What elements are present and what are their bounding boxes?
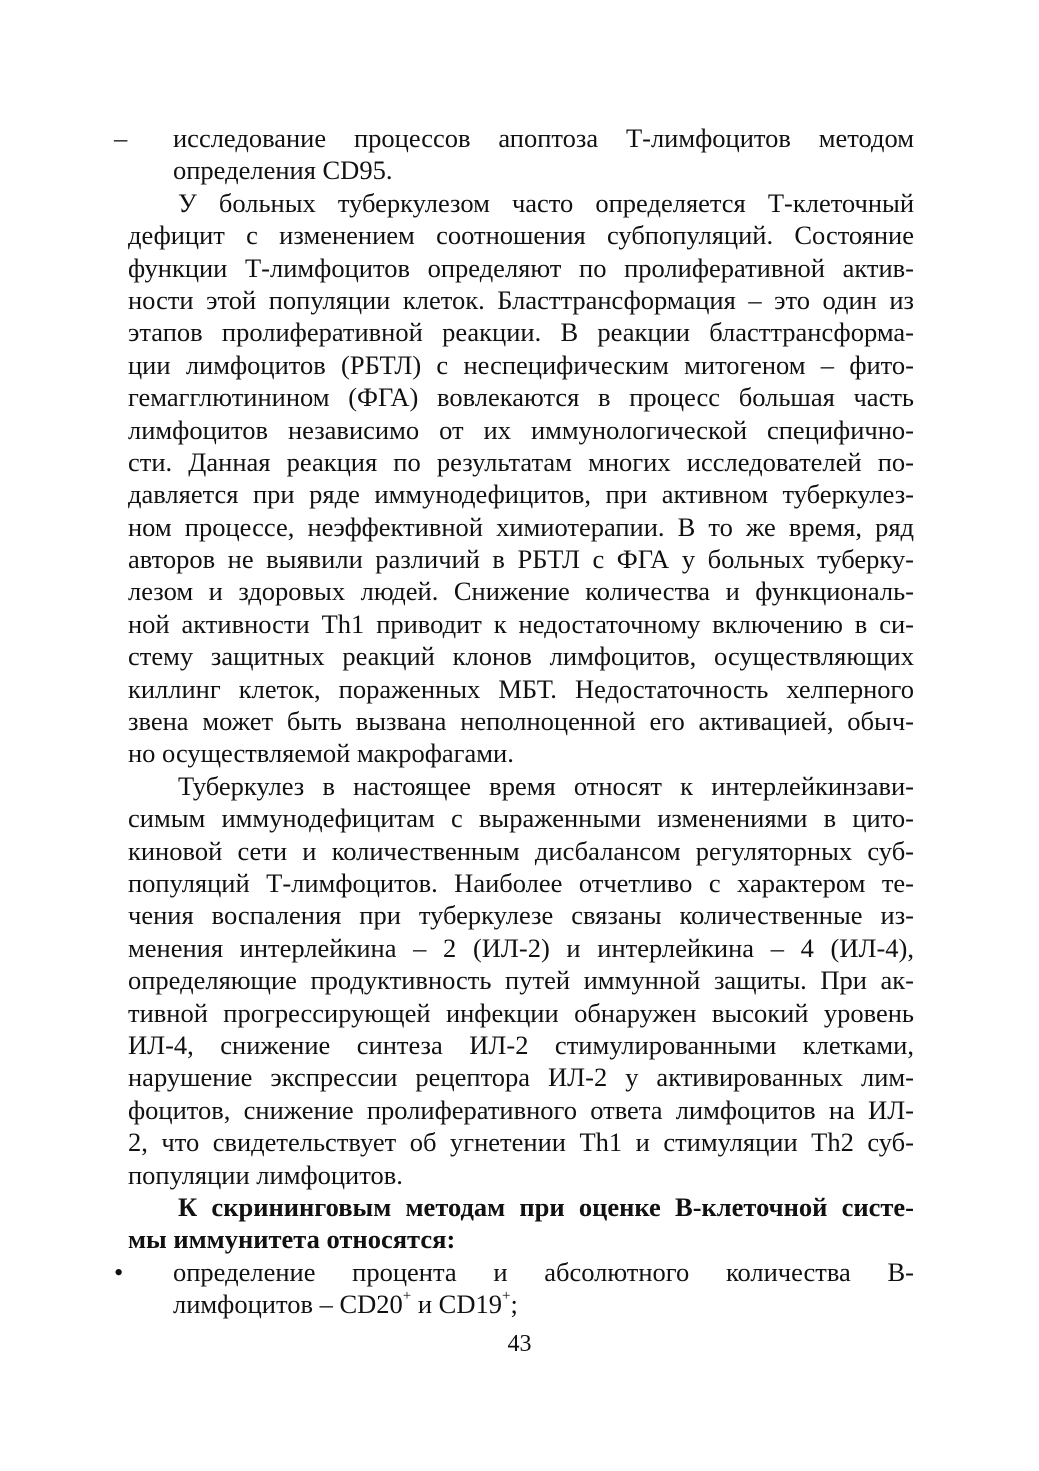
superscript: + [502, 1288, 511, 1305]
list-item [114, 1256, 914, 1288]
superscript: + [402, 1288, 412, 1305]
text-line: функции Т-лимфоцитов определяют по пролиферативной актив- [128, 252, 914, 283]
text-line: ной активности Th1 приводит к недостаточному включению в си- [128, 608, 914, 639]
text-line: этапов пролиферативной реакции. В реакции бласттрансформа- [128, 317, 914, 348]
text-line: 2, что свидетельствует об угнетении Th1 и стимуляции Th2 суб- [128, 1127, 914, 1158]
paragraph-first-line: У больных туберкулезом часто определяется Т-клеточный [178, 187, 914, 218]
page-number: 43 [507, 1331, 532, 1357]
text-line: звена может быть вызвана неполноценной его активацией, обыч- [128, 706, 914, 737]
line-text: исследование процессов апоптоза Т-лимфоцитов методом [173, 123, 914, 153]
text-line: симым иммунодефицитам с выраженными изменениями в цито- [128, 803, 914, 834]
text-line: лимфоцитов независимо от их иммунологической специфично- [128, 414, 914, 445]
text-line: ции лимфоцитов (РБТЛ) с неспецифическим митогеном – фито- [128, 349, 914, 380]
text-line: но осуществляемой макрофагами. [128, 738, 514, 769]
text-line: популяций Т-лимфоцитов. Наиболее отчетливо с характером те- [128, 867, 914, 898]
line-text: и CD19 [411, 1289, 502, 1320]
text-line: определяющие продуктивность путей иммунной защиты. При ак- [128, 965, 914, 996]
text-line: авторов не выявили различий в РБТЛ с ФГА у больных туберку- [128, 544, 914, 575]
line-text: ; [510, 1289, 518, 1320]
paragraph-first-line: Туберкулез в настоящее время относят к интерлейкинзави- [178, 770, 914, 801]
text-line: давляется при ряде иммунодефицитов, при активном туберкулез- [128, 479, 914, 510]
text-line [128, 1288, 914, 1320]
text-line: киновой сети и количественным дисбалансом регуляторных суб- [128, 835, 914, 866]
text-line: киллинг клеток, пораженных МБТ. Недостаточность хелперного [128, 673, 914, 704]
text-line: популяции лимфоцитов. [128, 1159, 403, 1190]
bold-heading-line: мы иммунитета относятся: [128, 1224, 456, 1255]
text-line: определения CD95. [173, 155, 393, 186]
list-item [114, 122, 914, 154]
text-line: стему защитных реакций клонов лимфоцитов, осуществляющих [128, 641, 914, 672]
line-text: определение процента и абсолютного количества В- [173, 1256, 914, 1287]
line-text: лимфоцитов – CD20 [173, 1289, 403, 1320]
text-line: чения воспаления при туберкулезе связаны количественные из- [128, 900, 914, 931]
text-line: дефицит с изменением соотношения субпопуляций. Состояние [128, 220, 914, 251]
text-line: тивной прогрессирующей инфекции обнаружен высокий уровень [128, 997, 914, 1028]
dash-bullet: – [114, 123, 128, 153]
text-line: гемагглютинином (ФГА) вовлекаются в процесс большая часть [128, 382, 914, 413]
text-line: ном процессе, неэффективной химиотерапии. В то же время, ряд [128, 511, 914, 542]
dot-bullet: • [114, 1256, 124, 1287]
document-page [114, 122, 914, 1320]
text-line: ИЛ-4, снижение синтеза ИЛ-2 стимулированными клетками, [128, 1029, 914, 1060]
text-line: нарушение экспрессии рецептора ИЛ-2 у активированных лим- [128, 1062, 914, 1093]
bold-heading-line: К скрининговым методам при оценке В-клеточной систе- [178, 1191, 914, 1222]
text-line: фоцитов, снижение пролиферативного ответа лимфоцитов на ИЛ- [128, 1094, 914, 1125]
text-line: менения интерлейкина – 2 (ИЛ-2) и интерлейкина – 4 (ИЛ-4), [128, 932, 914, 963]
text-line: сти. Данная реакция по результатам многих исследователей по- [128, 446, 914, 477]
text-line: ности этой популяции клеток. Бласттрансформация – это один из [128, 284, 914, 315]
text-line: лезом и здоровых людей. Снижение количества и функциональ- [128, 576, 914, 607]
